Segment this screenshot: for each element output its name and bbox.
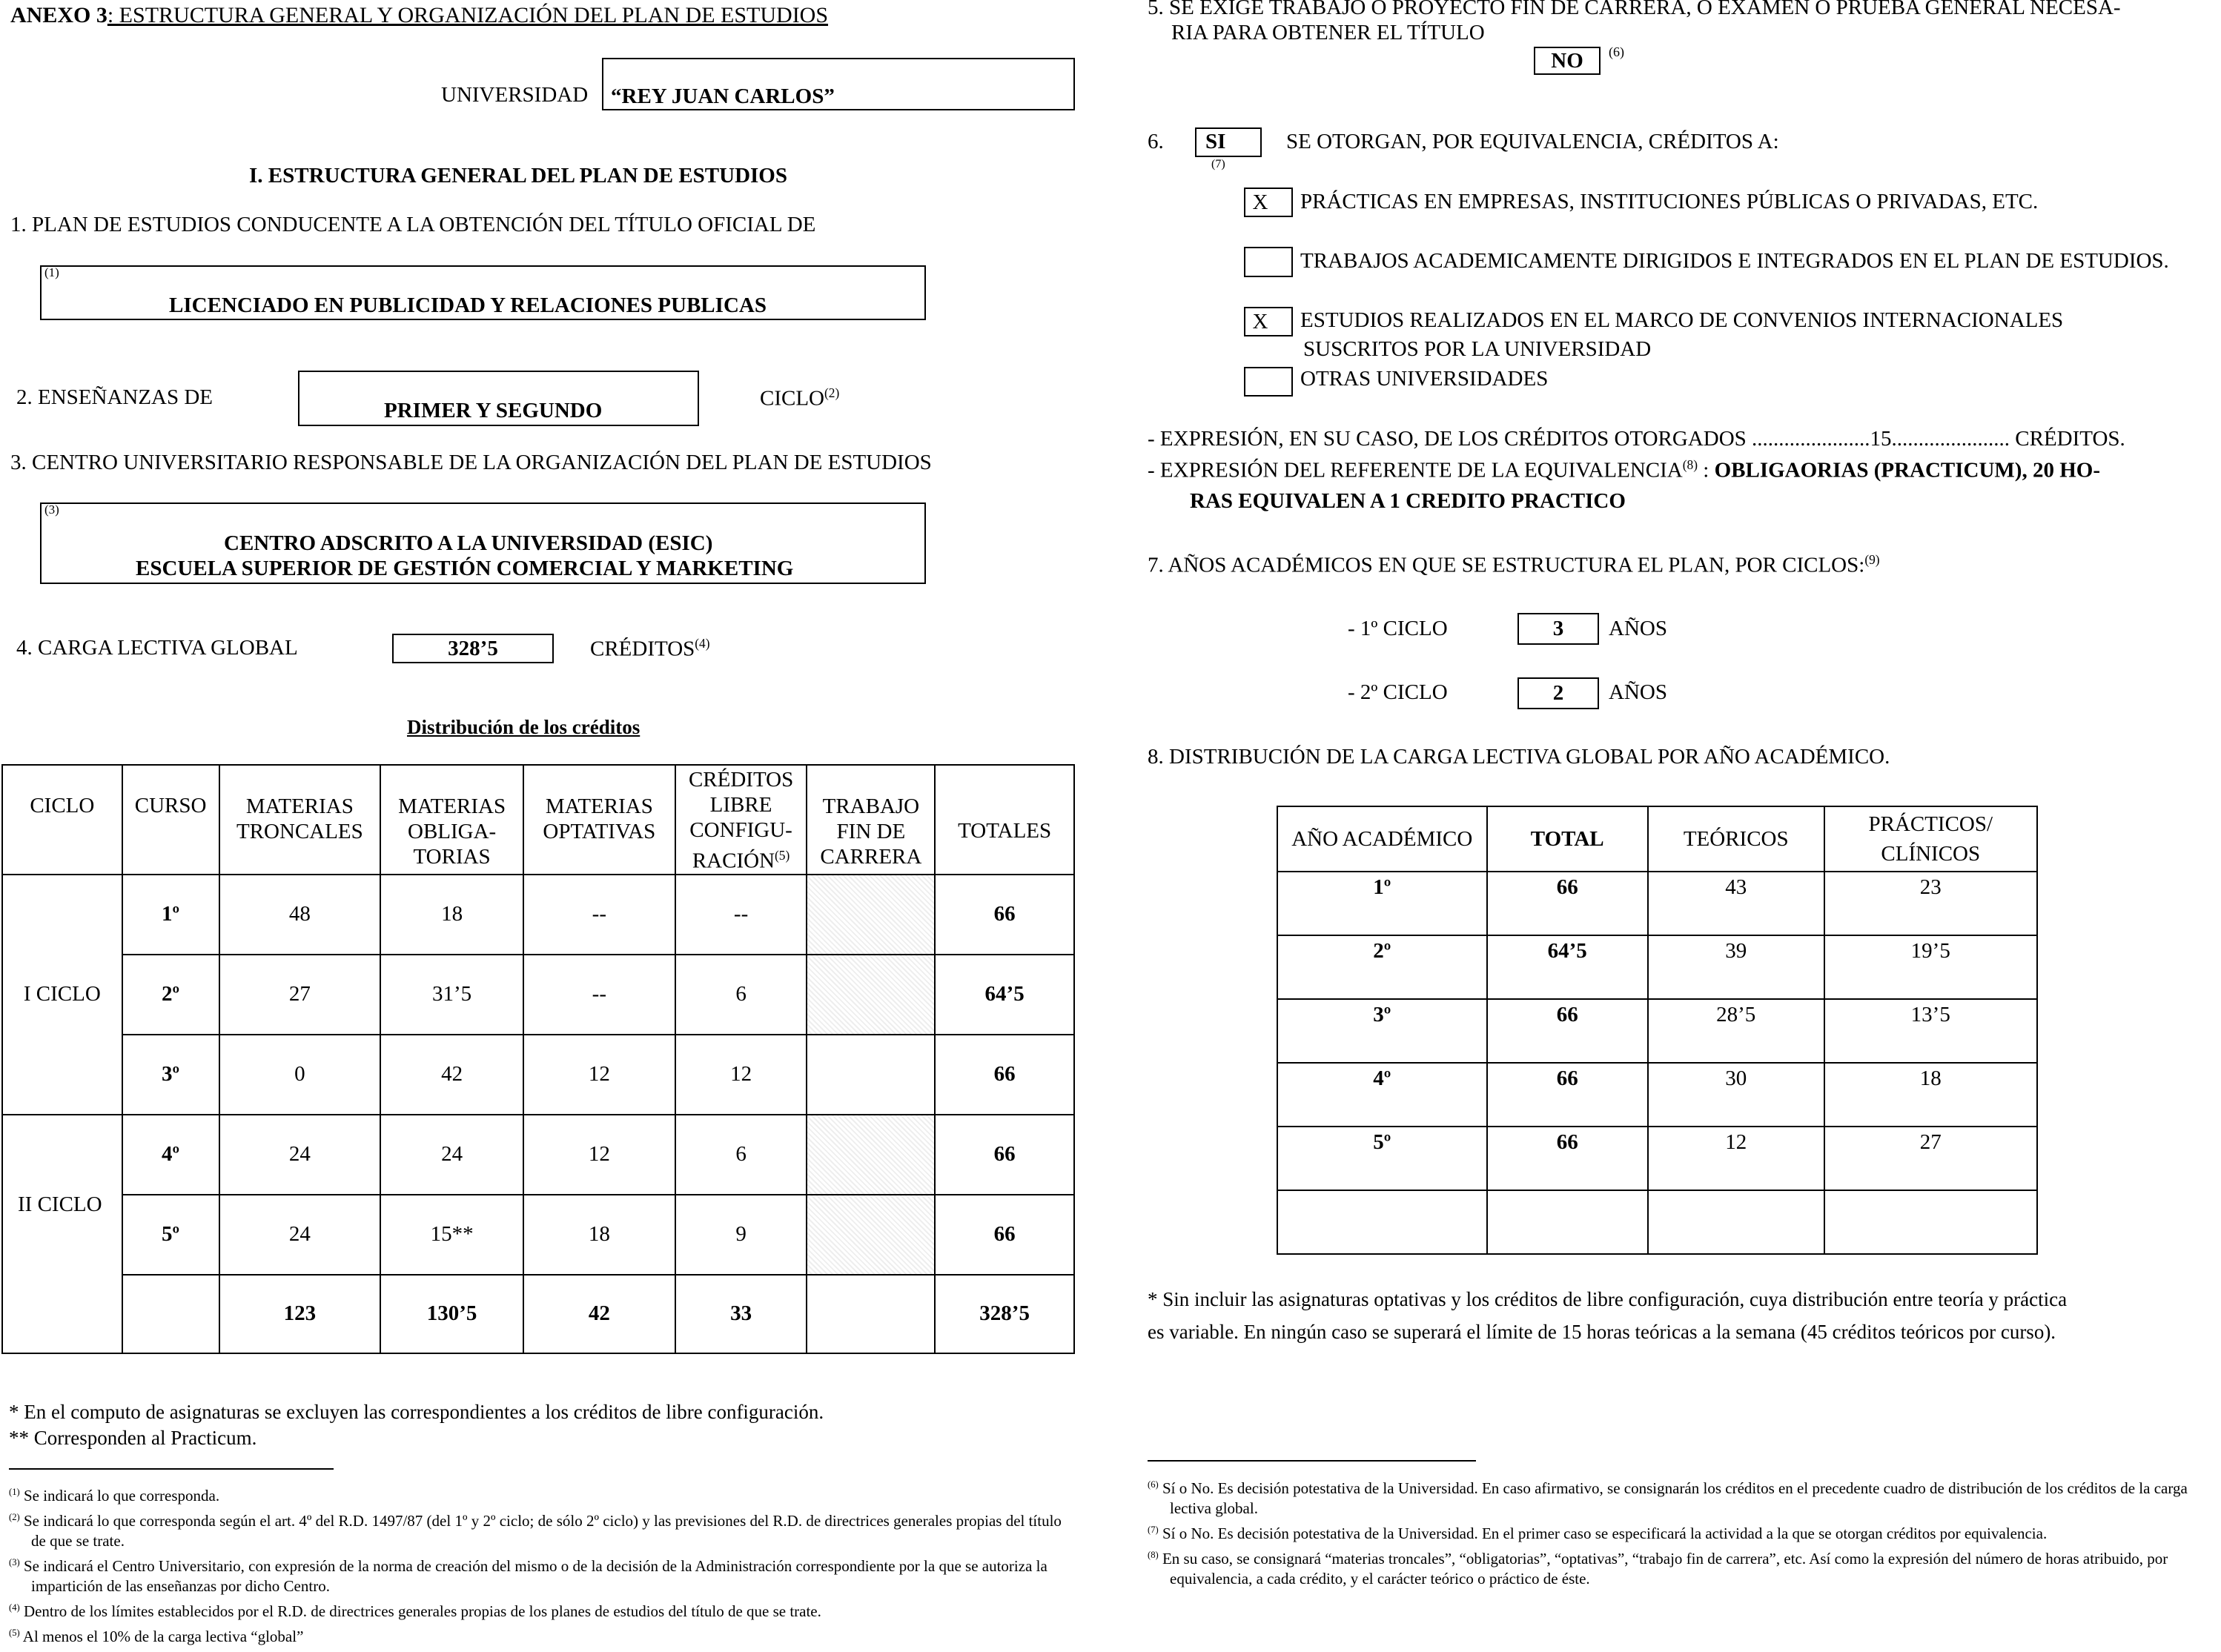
sup-2: (2) — [824, 385, 840, 400]
col-ciclo-label: CICLO — [30, 794, 95, 817]
troncales-cell: 24 — [219, 1195, 381, 1275]
col-total: TOTAL — [1487, 806, 1648, 872]
c1-box — [1517, 613, 1599, 645]
degree-title: LICENCIADO EN PUBLICIDAD Y RELACIONES PUBLICAS — [169, 293, 767, 317]
note1-marker: (1) — [44, 265, 59, 279]
footnote-number: (2) — [9, 1512, 20, 1522]
univ-label: UNIVERSIDAD — [441, 83, 589, 107]
col-totales-label: TOTALES — [958, 819, 1052, 843]
item6-num: 6. — [1148, 130, 1164, 153]
troncales-total: 123 — [219, 1275, 381, 1353]
table-row — [2, 1195, 1074, 1275]
sup-5: (5) — [775, 848, 790, 863]
annex-number: ANEXO 3 — [10, 3, 107, 27]
ciclo-box — [298, 371, 699, 426]
sup-6: (6) — [1609, 44, 1624, 59]
troncales-cell: 24 — [219, 1115, 381, 1195]
c1-unit: AÑOS — [1609, 617, 1667, 640]
opt1-checkbox[interactable] — [1244, 188, 1293, 217]
teoricos-cell: 28’5 — [1648, 999, 1824, 1063]
c2-unit: AÑOS — [1609, 680, 1667, 704]
troncales-cell: 48 — [219, 875, 381, 955]
table-row — [1277, 999, 2037, 1063]
footnote-divider-left — [9, 1468, 334, 1470]
teoricos-cell: 43 — [1648, 872, 1824, 935]
curso-cell: 5º — [122, 1195, 219, 1275]
grand-total: 328’5 — [935, 1275, 1074, 1353]
optativas-cell: -- — [523, 955, 675, 1035]
note-star-right-line2: es variable. En ningún caso se superará el límite de 15 horas teóricas a la semana (45 créditos teóricos por curso). — [1148, 1321, 2056, 1343]
footnote-divider-right — [1148, 1460, 1476, 1462]
item1-text: 1. PLAN DE ESTUDIOS CONDUCENTE A LA OBTENCIÓN DEL TÍTULO OFICIAL DE — [10, 213, 816, 236]
creditos-word: CRÉDITOS — [590, 637, 695, 661]
expr2-mid: : — [1698, 458, 1715, 482]
sup-8: (8) — [1682, 457, 1698, 472]
ano-cell — [1277, 1190, 1487, 1254]
centro-line1: CENTRO ADSCRITO A LA UNIVERSIDAD (ESIC) — [224, 531, 713, 555]
total-cell: 66 — [1487, 999, 1648, 1063]
teoricos-cell: 39 — [1648, 935, 1824, 999]
curso-cell: 4º — [122, 1115, 219, 1195]
obligatorias-cell: 31’5 — [380, 955, 523, 1035]
footnote-text: Se indicará el Centro Universitario, con expresión de la norma de creación del mismo o de la decisión de la Administración correspondiente por la que se autoriza la impartición de las enseñanzas por dicho Centro. — [23, 1557, 1047, 1595]
table-header-row — [1277, 806, 2037, 872]
expr2 — [1148, 457, 2100, 483]
item5-value: NO — [1551, 49, 1583, 73]
item3-text: 3. CENTRO UNIVERSITARIO RESPONSABLE DE LA ORGANIZACIÓN DEL PLAN DE ESTUDIOS — [10, 451, 932, 474]
ano-cell: 3º — [1277, 999, 1487, 1063]
opt2-label: TRABAJOS ACADEMICAMENTE DIRIGIDOS E INTEGRADOS EN EL PLAN DE ESTUDIOS. — [1300, 249, 2169, 273]
libre-cell: 6 — [675, 955, 807, 1035]
c2-label: - 2º CICLO — [1348, 680, 1448, 704]
item6-box — [1195, 127, 1262, 157]
opt3-label-line1: ESTUDIOS REALIZADOS EN EL MARCO DE CONVENIOS INTERNACIONALES — [1300, 308, 2064, 332]
footnote-number: (6) — [1148, 1479, 1159, 1490]
opt2-checkbox[interactable] — [1244, 247, 1293, 277]
obligatorias-cell: 15** — [380, 1195, 523, 1275]
footnote-text: Sí o No. Es decisión potestativa de la Universidad. En caso afirmativo, se consignarán los créditos en el precedente cuadro de distribución de los créditos de la carga lectiva global. — [1162, 1479, 2188, 1517]
curso-cell: 2º — [122, 955, 219, 1035]
libre-total: 33 — [675, 1275, 807, 1353]
expr2-pre: - EXPRESIÓN DEL REFERENTE DE LA EQUIVALENCIA — [1148, 458, 1683, 482]
obligatorias-cell: 24 — [380, 1115, 523, 1195]
note-star2: ** Corresponden al Practicum. — [9, 1427, 257, 1449]
footnote-text: Dentro de los límites establecidos por el R.D. de directrices generales propias de los planes de estudios del título de que se trate. — [23, 1602, 821, 1620]
ano-cell: 5º — [1277, 1127, 1487, 1190]
footnote-number: (5) — [9, 1628, 20, 1638]
col-curso — [122, 765, 219, 875]
totales-cell: 66 — [935, 1195, 1074, 1275]
ciclo1-cell: I CICLO — [2, 875, 122, 1115]
table-header-row — [2, 765, 1074, 875]
col-libre-label: CRÉDITOS LIBRE CONFIGU- RACIÓN — [688, 768, 794, 873]
item8: 8. DISTRIBUCIÓN DE LA CARGA LECTIVA GLOBAL POR AÑO ACADÉMICO. — [1148, 745, 1890, 769]
curso-cell: 1º — [122, 875, 219, 955]
footnote — [9, 1553, 1076, 1596]
table-row — [2, 875, 1074, 955]
item4-after — [590, 636, 710, 662]
footnote — [1148, 1475, 2215, 1519]
opt3-label-line2: SUSCRITOS POR LA UNIVERSIDAD — [1303, 337, 1652, 361]
practicos-cell: 13’5 — [1824, 999, 2037, 1063]
footnote-number: (1) — [9, 1487, 20, 1497]
footnote — [1148, 1520, 2215, 1544]
col-teoricos: TEÓRICOS — [1648, 806, 1824, 872]
table-row — [1277, 1190, 2037, 1254]
table-total-row — [2, 1275, 1074, 1353]
optativas-cell: -- — [523, 875, 675, 955]
table-row — [2, 1035, 1074, 1115]
expr1: - EXPRESIÓN, EN SU CASO, DE LOS CRÉDITOS OTORGADOS ......................15...................... CRÉDITOS. — [1148, 427, 2125, 451]
totales-cell: 66 — [935, 1115, 1074, 1195]
obligatorias-total: 130’5 — [380, 1275, 523, 1353]
section-heading: I. ESTRUCTURA GENERAL DEL PLAN DE ESTUDIOS — [249, 164, 787, 188]
annex-title-text: : ESTRUCTURA GENERAL Y ORGANIZACIÓN DEL PLAN DE ESTUDIOS — [107, 3, 829, 27]
ano-cell: 1º — [1277, 872, 1487, 935]
footnote — [9, 1623, 1076, 1647]
opt4-label: OTRAS UNIVERSIDADES — [1300, 367, 1549, 391]
col-ciclo — [2, 765, 122, 875]
troncales-cell: 27 — [219, 955, 381, 1035]
item7 — [1148, 552, 1880, 578]
total-cell: 66 — [1487, 872, 1648, 935]
curso-cell: 3º — [122, 1035, 219, 1115]
dist-title: Distribución de los créditos — [407, 716, 641, 738]
trabajo-cell — [807, 1115, 935, 1195]
footnotes-left — [9, 1482, 1076, 1648]
opt1-mark: X — [1252, 190, 1268, 214]
note-star1: * En el computo de asignaturas se excluyen las correspondientes a los créditos de libre configuración. — [9, 1401, 824, 1423]
footnote-number: (4) — [9, 1602, 20, 1613]
ano-cell: 4º — [1277, 1063, 1487, 1127]
teoricos-cell: 12 — [1648, 1127, 1824, 1190]
col-optativas: MATERIAS OPTATIVAS — [523, 765, 675, 875]
teoricos-cell: 30 — [1648, 1063, 1824, 1127]
opt1-label: PRÁCTICAS EN EMPRESAS, INSTITUCIONES PÚBLICAS O PRIVADAS, ETC. — [1300, 190, 2039, 213]
item7-text: 7. AÑOS ACADÉMICOS EN QUE SE ESTRUCTURA EL PLAN, POR CICLOS: — [1148, 553, 1865, 577]
item2-after — [760, 385, 839, 411]
table-row — [2, 955, 1074, 1035]
col-totales — [935, 765, 1074, 875]
practicos-cell: 19’5 — [1824, 935, 2037, 999]
c2-box — [1517, 677, 1599, 709]
trabajo-cell — [807, 875, 935, 955]
centro-line2: ESCUELA SUPERIOR DE GESTIÓN COMERCIAL Y MARKETING — [136, 557, 794, 580]
ano-cell: 2º — [1277, 935, 1487, 999]
trabajo-total — [807, 1275, 935, 1353]
footnote — [9, 1482, 1076, 1506]
totales-cell: 66 — [935, 875, 1074, 955]
footnote-text: Al menos el 10% de la carga lectiva “global” — [22, 1628, 304, 1645]
col-practicos: PRÁCTICOS/ CLÍNICOS — [1824, 806, 2037, 872]
ciclo2-cell: II CICLO — [2, 1115, 122, 1353]
opt3-mark: X — [1252, 310, 1268, 334]
obligatorias-cell: 18 — [380, 875, 523, 955]
obligatorias-cell: 42 — [380, 1035, 523, 1115]
c1-label: - 1º CICLO — [1348, 617, 1448, 640]
optativas-cell: 12 — [523, 1035, 675, 1115]
table-row — [1277, 935, 2037, 999]
opt3-checkbox[interactable] — [1244, 307, 1293, 336]
col-ano: AÑO ACADÉMICO — [1277, 806, 1487, 872]
item4-label: 4. CARGA LECTIVA GLOBAL — [16, 636, 298, 660]
libre-cell: 12 — [675, 1035, 807, 1115]
footnote — [9, 1598, 1076, 1622]
expr2-bold: OBLIGAORIAS (PRACTICUM), 20 HO- — [1714, 458, 2100, 482]
totales-cell: 64’5 — [935, 955, 1074, 1035]
totales-cell: 66 — [935, 1035, 1074, 1115]
col-curso-label: CURSO — [134, 794, 207, 817]
optativas-cell: 12 — [523, 1115, 675, 1195]
trabajo-cell — [807, 1195, 935, 1275]
note3-marker: (3) — [44, 502, 59, 517]
footnote-text: En su caso, se consignará “materias troncales”, “obligatorias”, “optativas”, “trabajo fin de carrera”, etc. Así como la expresión del número de horas atribuido, por equivalencia, a cada crédito, y el carácter teórico o práctico de éste. — [1162, 1550, 2168, 1588]
item5-box — [1534, 47, 1601, 75]
expr2-line2: RAS EQUIVALEN A 1 CREDITO PRACTICO — [1190, 489, 1626, 513]
col-troncales: MATERIAS TRONCALES — [219, 765, 381, 875]
footnote-text: Se indicará lo que corresponda según el art. 4º del R.D. 1497/87 (del 1º y 2º ciclo; de sólo 2º ciclo) y las previsiones del R.D. de directrices generales propias del título de que se trate. — [23, 1512, 1062, 1550]
col-libre — [675, 765, 807, 875]
table-row — [1277, 1063, 2037, 1127]
practicos-cell: 18 — [1824, 1063, 2037, 1127]
item5-line2: RIA PARA OBTENER EL TÍTULO — [1171, 21, 1485, 44]
col-obligatorias: MATERIAS OBLIGA- TORIAS — [380, 765, 523, 875]
carga-box — [392, 634, 554, 663]
optativas-cell: 18 — [523, 1195, 675, 1275]
carga-value: 328’5 — [448, 637, 498, 660]
footnote-number: (3) — [9, 1557, 20, 1568]
univ-value: “REY JUAN CARLOS” — [611, 84, 835, 108]
note-star-right-line1: * Sin incluir las asignaturas optativas y los créditos de libre configuración, cuya distribución entre teoría y práctica — [1148, 1288, 2068, 1310]
academic-year-table — [1277, 806, 2038, 1255]
footnote — [9, 1507, 1076, 1551]
item5-line1: 5. SE EXIGE TRABAJO O PROYECTO FIN DE CARRERA, O EXAMEN O PRUEBA GENERAL NECESA- — [1148, 0, 2121, 19]
footnote-number: (8) — [1148, 1550, 1159, 1560]
sup-9: (9) — [1864, 552, 1880, 567]
annex-title — [10, 3, 828, 28]
footnote — [1148, 1545, 2215, 1589]
total-cell: 66 — [1487, 1063, 1648, 1127]
curso-cell — [122, 1275, 219, 1353]
sup-7: (7) — [1211, 158, 1225, 170]
footnote-number: (7) — [1148, 1525, 1159, 1535]
teoricos-cell — [1648, 1190, 1824, 1254]
table-row — [1277, 872, 2037, 935]
libre-cell: 6 — [675, 1115, 807, 1195]
trabajo-cell — [807, 955, 935, 1035]
libre-cell: 9 — [675, 1195, 807, 1275]
trabajo-cell — [807, 1035, 935, 1115]
practicos-cell — [1824, 1190, 2037, 1254]
ciclo-word: CICLO — [760, 386, 824, 411]
total-cell: 64’5 — [1487, 935, 1648, 999]
total-cell: 66 — [1487, 1127, 1648, 1190]
opt4-checkbox[interactable] — [1244, 367, 1293, 397]
table-row — [1277, 1127, 2037, 1190]
optativas-total: 42 — [523, 1275, 675, 1353]
troncales-cell: 0 — [219, 1035, 381, 1115]
footnote-text: Sí o No. Es decisión potestativa de la Universidad. En el primer caso se especificará la actividad a la que se otorgan créditos por equivalencia. — [1162, 1525, 2048, 1542]
univ-box — [602, 58, 1075, 110]
col-trabajo: TRABAJO FIN DE CARRERA — [807, 765, 935, 875]
item2-label: 2. ENSEÑANZAS DE — [16, 385, 214, 409]
practicos-cell: 23 — [1824, 872, 2037, 935]
ciclo-value: PRIMER Y SEGUNDO — [384, 399, 603, 422]
c2-value: 2 — [1552, 681, 1564, 705]
centro-box — [40, 502, 926, 584]
credit-distribution-table — [1, 764, 1075, 1354]
title-box — [40, 265, 926, 320]
libre-cell: -- — [675, 875, 807, 955]
footnotes-right — [1148, 1475, 2215, 1590]
c1-value: 3 — [1552, 617, 1564, 640]
table-row — [2, 1115, 1074, 1195]
footnote-text: Se indicará lo que corresponda. — [23, 1487, 220, 1505]
item6-value: SI — [1205, 130, 1226, 153]
total-cell — [1487, 1190, 1648, 1254]
sup-4: (4) — [695, 636, 710, 651]
item6-text: SE OTORGAN, POR EQUIVALENCIA, CRÉDITOS A: — [1286, 130, 1779, 153]
practicos-cell: 27 — [1824, 1127, 2037, 1190]
